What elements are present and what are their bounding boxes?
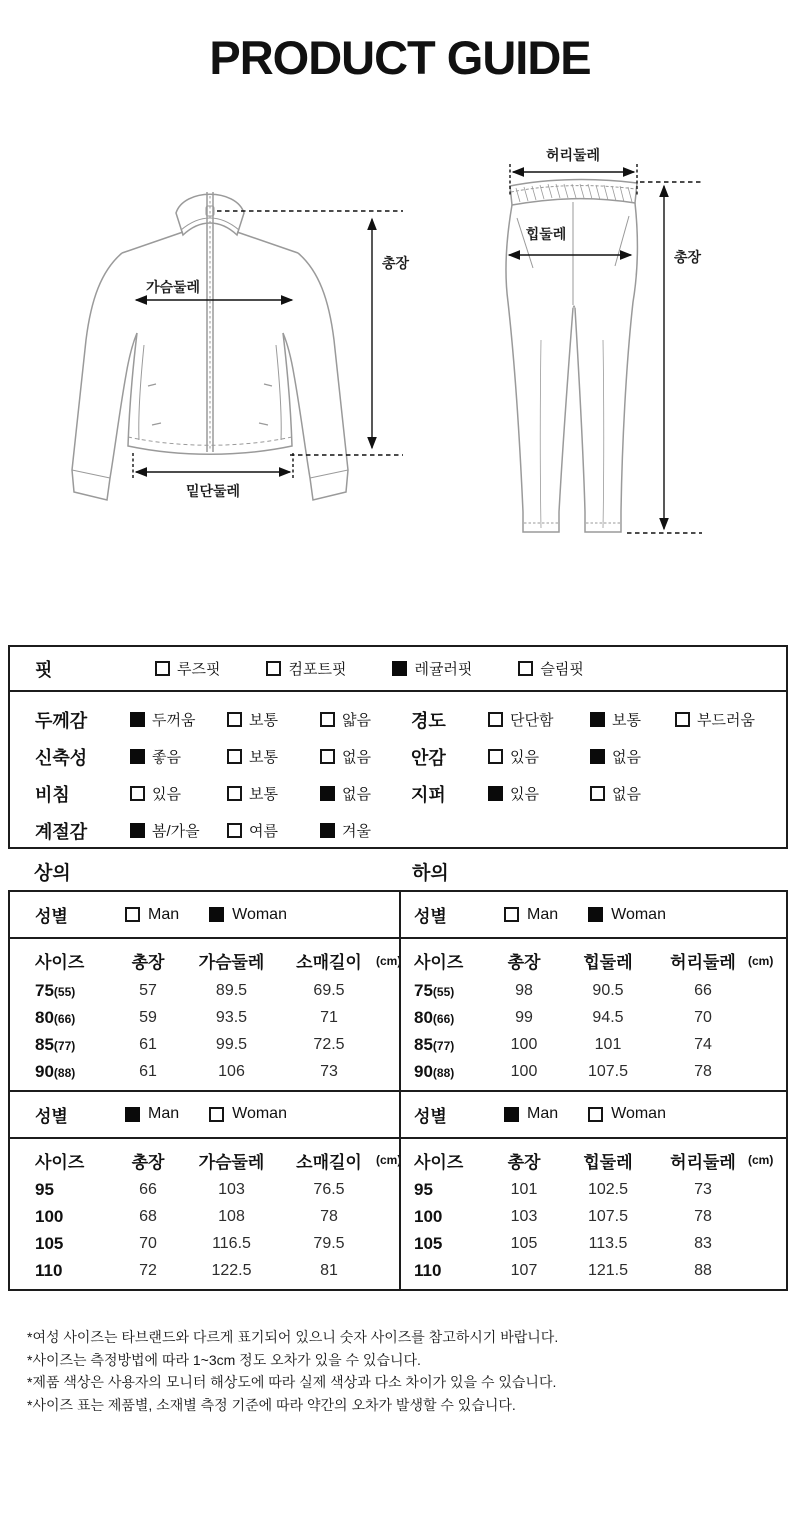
cell-value: 79.5	[313, 1235, 345, 1252]
checkbox	[320, 712, 335, 727]
column-header: 총장	[507, 953, 541, 972]
cell-value: 72	[139, 1262, 157, 1279]
option-label: 여름	[249, 823, 278, 840]
size-tables	[8, 890, 788, 1291]
checkbox-woman	[588, 1107, 603, 1122]
column-header: 사이즈	[35, 1152, 85, 1172]
cell-value: 70	[694, 1008, 712, 1026]
size-value: 105	[35, 1234, 64, 1253]
column-header: 사이즈	[414, 1152, 464, 1172]
checkbox-slim-fit	[518, 661, 533, 676]
column-header: 힙둘레	[583, 1152, 633, 1172]
size-value: 90	[35, 1061, 54, 1081]
cell-value: 68	[139, 1208, 157, 1225]
checkbox	[227, 712, 242, 727]
table-row	[401, 1058, 786, 1085]
attribute-option	[675, 709, 786, 730]
fit-label: 핏	[35, 659, 53, 680]
gender-option-man	[504, 1105, 558, 1123]
table-row	[401, 1004, 786, 1031]
cell-value: 105	[510, 1235, 538, 1252]
size-value: 100	[35, 1207, 64, 1226]
fit-attributes-table	[8, 645, 788, 849]
table-row	[401, 1177, 786, 1204]
tops-man-size-block	[10, 1139, 402, 1290]
cell-value: 103	[218, 1181, 245, 1198]
column-header: 총장	[507, 1152, 541, 1172]
gender-option-woman	[209, 906, 287, 924]
checkbox	[590, 749, 605, 764]
footnote-line: *사이즈는 측정방법에 따라 1~3cm 정도 오차가 있을 수 있습니다.	[27, 1351, 421, 1368]
fit-option-label: 컴포트핏	[288, 661, 347, 678]
option-label: 두꺼움	[152, 712, 196, 729]
column-header: 사이즈	[35, 953, 85, 972]
size-header-row	[10, 1144, 402, 1177]
attributes-left-column	[10, 701, 398, 849]
jacket-length-label: 총장	[382, 255, 410, 271]
bottoms-size-table	[399, 892, 786, 1289]
option-label: 없음	[612, 786, 641, 803]
cell-value: 66	[694, 981, 712, 999]
cell-value: 78	[320, 1208, 338, 1225]
attribute-label: 안감	[411, 747, 446, 768]
checkbox-man	[504, 907, 519, 922]
size-value: 110	[35, 1261, 63, 1280]
jacket-chest-label: 가슴둘레	[145, 279, 201, 295]
gender-label: 성별	[414, 1106, 447, 1126]
size-value: 80	[414, 1007, 433, 1027]
page-title: PRODUCT GUIDE	[209, 31, 591, 84]
checkbox	[675, 712, 690, 727]
checkbox-comfort-fit	[266, 661, 281, 676]
option-label: 있음	[510, 786, 539, 803]
attribute-option	[227, 746, 320, 767]
attribute-row-elasticity	[10, 738, 398, 775]
checkbox	[590, 712, 605, 727]
option-label: Woman	[232, 905, 287, 923]
attribute-option	[227, 783, 320, 804]
tops-man-gender-row	[10, 1092, 399, 1139]
gender-option-woman	[588, 906, 666, 924]
checkbox	[130, 823, 145, 838]
option-label: 없음	[342, 749, 371, 766]
pants-diagram	[470, 140, 750, 560]
column-header: 총장	[131, 1152, 165, 1172]
column-header: 가슴둘레	[198, 1152, 265, 1172]
attribute-option	[320, 783, 398, 804]
table-row	[10, 1058, 399, 1085]
fit-row	[10, 647, 786, 692]
size-value: 75	[414, 980, 433, 1000]
attribute-option	[320, 746, 398, 767]
unit-label: (cm)	[376, 1153, 402, 1167]
pants-waist-label: 허리둘레	[545, 147, 601, 163]
fit-option-loose	[155, 658, 220, 679]
size-value: 80	[35, 1007, 54, 1027]
size-value: 90	[414, 1061, 433, 1081]
table-row	[401, 1204, 786, 1231]
option-label: 부드러움	[697, 712, 755, 729]
option-label: 있음	[152, 786, 181, 803]
size-sub: (88)	[432, 1065, 455, 1080]
checkbox-woman	[588, 907, 603, 922]
fit-option-label: 루즈핏	[177, 661, 221, 678]
pants-length-label: 총장	[674, 249, 702, 265]
checkbox-man	[125, 907, 140, 922]
cell-value: 89.5	[215, 981, 248, 999]
size-header-row	[401, 944, 786, 977]
column-header: 사이즈	[414, 953, 464, 972]
bottoms-woman-size-block	[401, 939, 786, 1092]
cell-value: 100	[510, 1062, 538, 1080]
cell-value: 74	[694, 1035, 712, 1053]
jacket-measurements	[133, 211, 403, 480]
attribute-option	[130, 709, 227, 730]
cell-value: 88	[694, 1262, 712, 1279]
attribute-option	[227, 709, 320, 730]
cell-value: 122.5	[211, 1262, 252, 1279]
jacket-hem-label: 밑단둘레	[185, 483, 241, 499]
attribute-label: 신축성	[35, 747, 88, 768]
cell-value: 73	[320, 1062, 338, 1080]
size-sub: (66)	[432, 1011, 455, 1026]
hem-tick-lines	[133, 453, 293, 480]
option-label: 보통	[249, 786, 278, 803]
checkbox	[227, 786, 242, 801]
size-sub: (55)	[53, 984, 76, 999]
attribute-option	[488, 746, 590, 767]
attribute-option	[590, 746, 675, 767]
column-header: 총장	[131, 953, 165, 972]
jacket-outline	[72, 192, 348, 500]
column-header: 소매길이	[296, 953, 362, 972]
size-header-row	[10, 944, 402, 977]
attributes-right-column	[398, 701, 786, 849]
size-sub: (77)	[53, 1038, 76, 1053]
attribute-option	[320, 820, 398, 841]
size-value: 85	[414, 1034, 433, 1054]
checkbox	[130, 712, 145, 727]
gender-option-man	[125, 1105, 179, 1123]
attribute-option	[130, 783, 227, 804]
bottoms-man-gender-row	[401, 1092, 786, 1139]
fit-option-regular	[392, 658, 472, 679]
cell-value: 107.5	[587, 1062, 629, 1080]
attribute-label: 계절감	[35, 821, 88, 842]
option-label: Man	[148, 905, 180, 923]
size-sub: (77)	[432, 1038, 455, 1053]
fit-option-label: 슬림핏	[540, 661, 584, 678]
unit-label: (cm)	[748, 1153, 774, 1167]
footnote-line: *여성 사이즈는 타브랜드와 다르게 표기되어 있으니 숫자 사이즈를 참고하시기 바랍니다.	[27, 1329, 559, 1345]
cell-value: 76.5	[313, 1181, 345, 1198]
gender-label: 성별	[35, 907, 68, 926]
attribute-row-hardness	[398, 701, 786, 738]
size-value: 100	[414, 1207, 443, 1226]
attribute-option	[488, 783, 590, 804]
cell-value: 103	[510, 1208, 538, 1225]
checkbox	[488, 749, 503, 764]
size-value: 95	[35, 1180, 54, 1199]
checkbox	[227, 749, 242, 764]
column-header: 허리둘레	[670, 1152, 736, 1172]
attribute-row-thickness	[10, 701, 398, 738]
tops-woman-size-block	[10, 939, 402, 1092]
attribute-label: 경도	[411, 710, 446, 731]
checkbox-loose-fit	[155, 661, 170, 676]
bottoms-man-size-block	[401, 1139, 786, 1290]
cell-value: 78	[694, 1208, 712, 1225]
unit-label: (cm)	[748, 953, 774, 968]
fit-option-comfort	[266, 658, 346, 679]
unit-label: (cm)	[376, 953, 402, 968]
cell-value: 57	[139, 981, 157, 999]
footnotes	[27, 1326, 558, 1416]
checkbox	[227, 823, 242, 838]
option-label: 단단함	[510, 712, 554, 729]
bottoms-section-title: 하의	[412, 863, 449, 884]
table-row	[10, 1258, 399, 1285]
option-label: 얇음	[342, 712, 371, 729]
cell-value: 100	[510, 1035, 538, 1053]
cell-value: 78	[694, 1062, 712, 1080]
attribute-row-lining	[398, 738, 786, 775]
size-value: 110	[414, 1261, 442, 1280]
checkbox	[130, 749, 145, 764]
pants-hip-label: 힙둘레	[525, 226, 567, 242]
table-row	[10, 1177, 399, 1204]
checkbox	[320, 749, 335, 764]
tops-woman-gender-row	[10, 892, 399, 939]
attribute-option	[130, 746, 227, 767]
attribute-option	[227, 820, 320, 841]
attribute-row-zipper	[398, 775, 786, 812]
table-row	[10, 1031, 399, 1058]
cell-value: 94.5	[592, 1008, 624, 1026]
cell-value: 61	[139, 1035, 157, 1053]
option-label: Woman	[611, 905, 666, 923]
pants-measurements	[509, 164, 702, 533]
table-row	[10, 1204, 399, 1231]
size-sub: (66)	[53, 1011, 76, 1026]
size-sub: (55)	[432, 984, 455, 999]
cell-value: 121.5	[587, 1262, 629, 1279]
cell-value: 81	[320, 1262, 338, 1279]
attributes-grid	[10, 692, 786, 849]
option-label: 있음	[510, 749, 539, 766]
option-label: 보통	[249, 749, 278, 766]
attribute-option	[130, 820, 227, 841]
option-label: 없음	[342, 786, 371, 803]
gender-label: 성별	[414, 907, 447, 926]
option-label: 봄/가을	[152, 823, 200, 840]
option-label: 겨울	[342, 823, 371, 840]
gender-label: 성별	[35, 1106, 68, 1126]
option-label: 좋음	[152, 749, 181, 766]
table-row	[401, 1258, 786, 1285]
attribute-row-sheerness	[10, 775, 398, 812]
cell-value: 70	[139, 1235, 157, 1252]
attribute-label: 비침	[35, 784, 70, 805]
attribute-option	[488, 709, 590, 730]
cell-value: 71	[320, 1008, 338, 1026]
size-value: 105	[414, 1234, 443, 1253]
attribute-option	[590, 783, 675, 804]
cell-value: 72.5	[313, 1035, 345, 1053]
cell-value: 113.5	[588, 1235, 628, 1252]
option-label: Woman	[611, 1105, 666, 1122]
cell-value: 98	[515, 981, 533, 999]
option-label: 보통	[249, 712, 278, 729]
checkbox-man	[125, 1107, 140, 1122]
gender-option-woman	[588, 1105, 666, 1123]
gender-option-woman	[209, 1105, 287, 1123]
cell-value: 107.5	[587, 1208, 629, 1225]
checkbox	[590, 786, 605, 801]
bottoms-woman-gender-row	[401, 892, 786, 939]
column-header: 가슴둘레	[198, 953, 265, 972]
checkbox	[130, 786, 145, 801]
checkbox	[488, 786, 503, 801]
tops-section-title: 상의	[34, 863, 71, 884]
fit-option-slim	[518, 658, 583, 679]
table-row	[10, 977, 399, 1004]
cell-value: 93.5	[215, 1008, 248, 1026]
checkbox	[488, 712, 503, 727]
option-label: Man	[527, 905, 559, 923]
cell-value: 66	[139, 1181, 157, 1198]
option-label: Man	[527, 1105, 559, 1122]
cell-value: 101	[594, 1035, 622, 1053]
size-sub: (88)	[53, 1065, 76, 1080]
cell-value: 106	[218, 1062, 245, 1080]
cell-value: 73	[694, 1181, 712, 1198]
cell-value: 102.5	[587, 1181, 629, 1198]
option-label: 없음	[612, 749, 641, 766]
size-header-row	[401, 1144, 786, 1177]
cell-value: 59	[139, 1008, 157, 1026]
column-header: 힙둘레	[583, 953, 633, 972]
cell-value: 90.5	[592, 981, 624, 999]
attribute-label: 두께감	[35, 710, 88, 731]
table-row	[401, 977, 786, 1004]
cell-value: 101	[510, 1181, 538, 1198]
checkbox	[320, 786, 335, 801]
column-header: 소매길이	[296, 1152, 362, 1172]
option-label: Man	[148, 1105, 180, 1122]
jacket-diagram	[60, 140, 420, 540]
tops-size-table	[10, 892, 402, 1289]
cell-value: 99	[515, 1008, 533, 1026]
cell-value: 108	[218, 1208, 245, 1225]
size-value: 75	[35, 980, 54, 1000]
checkbox	[320, 823, 335, 838]
cell-value: 69.5	[313, 981, 345, 999]
cell-value: 116.5	[212, 1235, 251, 1252]
gender-option-man	[504, 906, 558, 924]
checkbox-woman	[209, 907, 224, 922]
table-row	[401, 1031, 786, 1058]
attribute-row-season	[10, 812, 398, 849]
table-row	[401, 1231, 786, 1258]
attribute-option	[590, 709, 675, 730]
column-header: 허리둘레	[670, 953, 736, 972]
option-label: Woman	[232, 1105, 287, 1122]
cell-value: 61	[139, 1062, 157, 1080]
size-value: 95	[414, 1180, 433, 1199]
footnote-line: *제품 색상은 사용자의 모니터 해상도에 따라 실제 색상과 다소 차이가 있을 수 있습니다.	[27, 1374, 557, 1390]
table-row	[10, 1231, 399, 1258]
footnote-line: *사이즈 표는 제품별, 소재별 측정 기준에 따라 약간의 오차가 발생할 수 있습니다.	[27, 1396, 516, 1413]
fit-option-label: 레귤러핏	[414, 661, 473, 678]
cell-value: 99.5	[215, 1035, 248, 1053]
checkbox-man	[504, 1107, 519, 1122]
gender-option-man	[125, 906, 179, 924]
table-row	[10, 1004, 399, 1031]
attribute-option	[320, 709, 398, 730]
attribute-label: 지퍼	[411, 784, 446, 805]
checkbox-regular-fit	[392, 661, 407, 676]
cell-value: 107	[510, 1262, 538, 1279]
checkbox-woman	[209, 1107, 224, 1122]
size-value: 85	[35, 1034, 54, 1054]
option-label: 보통	[612, 712, 641, 729]
cell-value: 83	[694, 1235, 712, 1252]
